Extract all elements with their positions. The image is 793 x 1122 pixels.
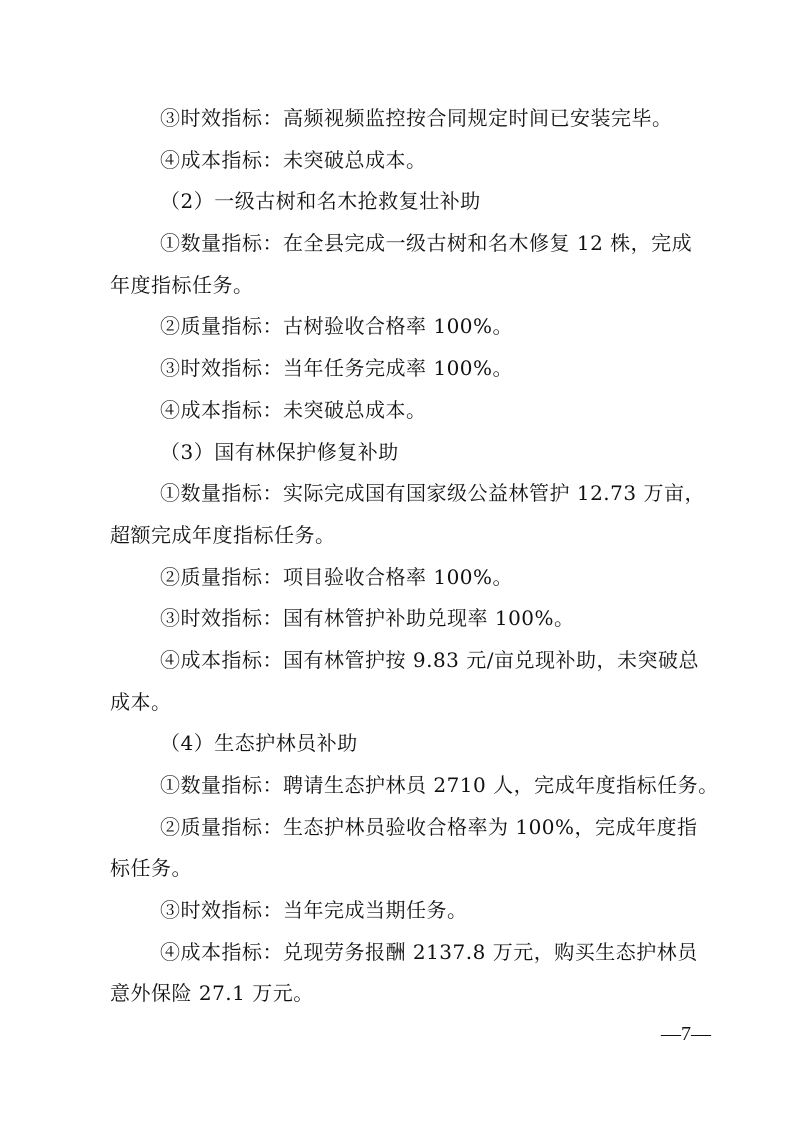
paragraph-line: ③时效指标：高频视频监控按合同规定时间已安装完毕。 xyxy=(160,106,673,130)
paragraph-line: ③时效指标：当年完成当期任务。 xyxy=(160,898,468,923)
paragraph-line: 年度指标任务。 xyxy=(110,272,254,297)
section-heading: （4）生态护林员补助 xyxy=(160,731,358,756)
paragraph-line: ④成本指标：未突破总成本。 xyxy=(160,147,427,172)
paragraph-line: ②质量指标：生态护林员验收合格率为 100%，完成年度指 xyxy=(160,814,698,839)
paragraph-line: ①数量指标：聘请生态护林员 2710 人，完成年度指标任务。 xyxy=(160,773,719,797)
paragraph-line: ①数量指标：实际完成国有国家级公益林管护 12.73 万亩， xyxy=(160,481,705,506)
section-heading: （2）一级古树和名木抢救复壮补助 xyxy=(160,189,481,214)
paragraph-line: ④成本指标：兑现劳务报酬 2137.8 万元，购买生态护林员 xyxy=(160,939,698,964)
document-body xyxy=(110,98,719,1015)
paragraph-line: ④成本指标：国有林管护按 9.83 元/亩兑现补助，未突破总 xyxy=(160,647,699,672)
paragraph-line: ③时效指标：国有林管护补助兑现率 100%。 xyxy=(160,606,575,631)
section-heading: （3）国有林保护修复补助 xyxy=(160,439,399,464)
paragraph-line: ②质量指标：古树验收合格率 100%。 xyxy=(160,314,514,339)
paragraph-line: ③时效指标：当年任务完成率 100%。 xyxy=(160,356,514,381)
paragraph-line: 成本。 xyxy=(110,689,172,714)
paragraph-line: 标任务。 xyxy=(110,856,192,881)
paragraph-line: ②质量指标：项目验收合格率 100%。 xyxy=(160,564,514,589)
paragraph-line: ④成本指标：未突破总成本。 xyxy=(160,397,427,422)
paragraph-line: 超额完成年度指标任务。 xyxy=(110,522,336,547)
paragraph-line: 意外保险 27.1 万元。 xyxy=(110,981,314,1006)
page-number: —7— xyxy=(661,1023,711,1045)
paragraph-line: ①数量指标：在全县完成一级古树和名木修复 12 株，完成 xyxy=(160,231,693,256)
